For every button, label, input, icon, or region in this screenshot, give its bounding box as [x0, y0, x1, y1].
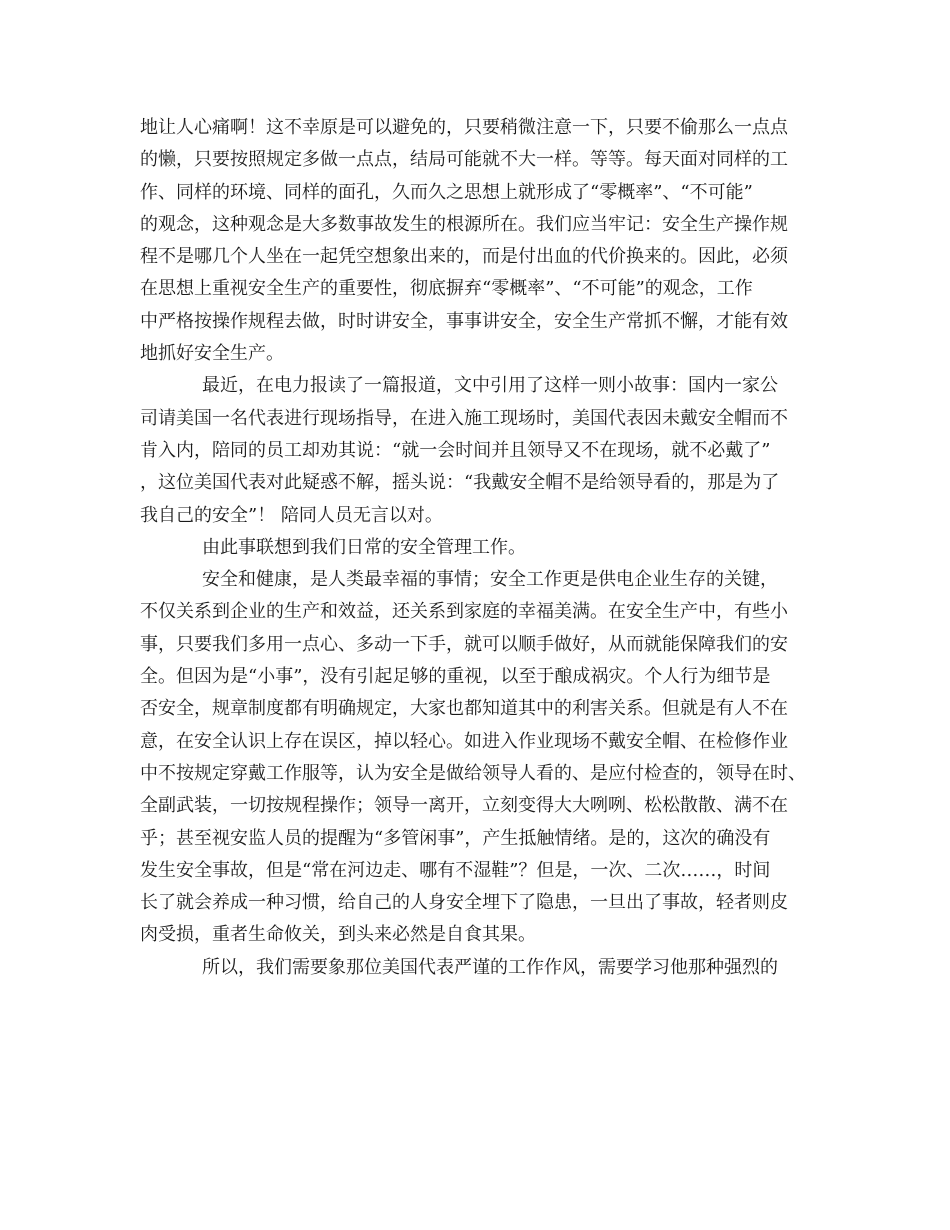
text-line: 事，只要我们多用一点心、多动一下手，就可以顺手做好，从而就能保障我们的安 — [140, 633, 788, 655]
text-line: 否安全，规章制度都有明确规定，大家也都知道其中的利害关系。但就是有人不在 — [140, 698, 788, 720]
text-line: 的观念，这种观念是大多数事故发生的根源所在。我们应当牢记：安全生产操作规 — [140, 213, 788, 235]
text-line: 我自己的安全”！ 陪同人员无言以对。 — [140, 504, 443, 526]
text-line: 在思想上重视安全生产的重要性，彻底摒弃“零概率”、“不可能”的观念，工作 — [140, 278, 753, 300]
text-line: 由此事联想到我们日常的安全管理工作。 — [202, 536, 526, 558]
text-line: 所以，我们需要象那位美国代表严谨的工作作风，需要学习他那种强烈的 — [202, 956, 778, 978]
text-line: 发生安全事故，但是“常在河边走、哪有不湿鞋”？但是，一次、二次……，时间 — [140, 859, 771, 881]
text-line: 全副武装，一切按规程操作；领导一离开，立刻变得大大咧咧、松松散散、满不在 — [140, 795, 788, 817]
document-body — [140, 112, 825, 984]
text-line: 的懒，只要按照规定多做一点点，结局可能就不大一样。等等。每天面对同样的工 — [140, 149, 788, 171]
text-line: 意，在安全认识上存在误区，掉以轻心。如进入作业现场不戴安全帽、在检修作业 — [140, 730, 788, 752]
text-line: 全。但因为是“小事”，没有引起足够的重视，以至于酿成祸灾。个人行为细节是 — [140, 666, 771, 688]
text-line: 安全和健康，是人类最幸福的事情；安全工作更是供电企业生存的关键， — [202, 569, 778, 591]
text-line: 地让人心痛啊！这不幸原是可以避免的，只要稍微注意一下，只要不偷那么一点点 — [140, 117, 788, 138]
text-line: 最近，在电力报读了一篇报道，文中引用了这样一则小故事：国内一家公 — [202, 375, 778, 397]
text-line: 不仅关系到企业的生产和效益，还关系到家庭的幸福美满。在安全生产中，有些小 — [140, 601, 788, 623]
text-line: 肯入内，陪同的员工却劝其说：“就一会时间并且领导又不在现场，就不必戴了” — [140, 439, 771, 461]
text-line: 肉受损，重者生命攸关，到头来必然是自食其果。 — [140, 924, 536, 946]
text-line: 长了就会养成一种习惯，给自己的人身安全埋下了隐患，一旦出了事故，轻者则皮 — [140, 892, 788, 914]
text-line: 地抓好安全生产。 — [140, 343, 284, 365]
text-line: 作、同样的环境、同样的面孔，久而久之思想上就形成了“零概率”、“不可能” — [140, 181, 753, 203]
text-line: 乎；甚至视安监人员的提醒为“多管闲事”，产生抵触情绪。是的，这次的确没有 — [140, 827, 771, 849]
text-line: 程不是哪几个人坐在一起凭空想象出来的，而是付出血的代价换来的。因此，必须 — [140, 246, 788, 268]
text-line: ，这位美国代表对此疑惑不解，摇头说：“我戴安全帽不是给领导看的，那是为了 — [140, 472, 780, 494]
text-line: 中不按规定穿戴工作服等，认为安全是做给领导人看的、是应付检查的，领导在时、 — [140, 762, 806, 784]
text-line: 司请美国一名代表进行现场指导，在进入施工现场时，美国代表因未戴安全帽而不 — [140, 407, 788, 429]
text-line: 中严格按操作规程去做，时时讲安全，事事讲安全，安全生产常抓不懈，才能有效 — [140, 310, 788, 332]
